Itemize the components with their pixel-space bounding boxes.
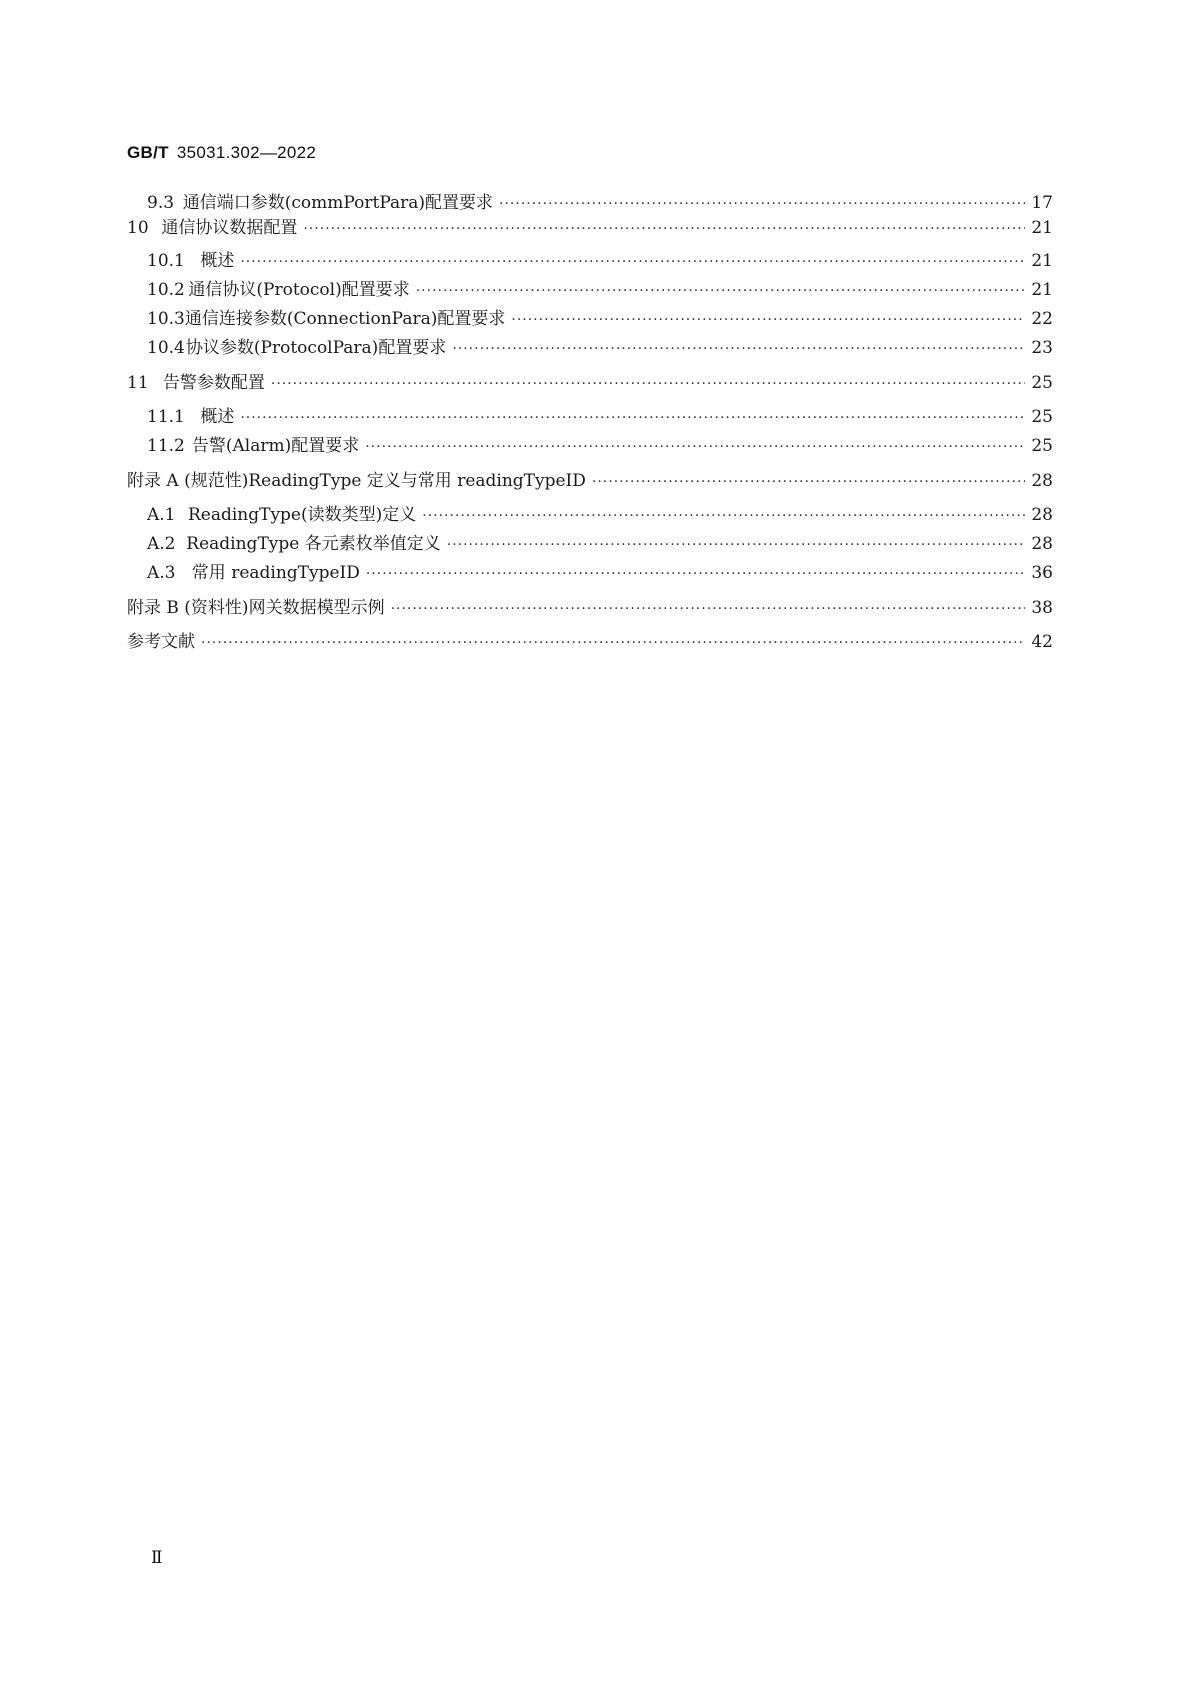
- dot-leader: [452, 336, 1025, 362]
- dot-leader: [391, 596, 1025, 622]
- toc-entry-10[interactable]: [127, 215, 1053, 241]
- toc-entry-10-3[interactable]: [127, 306, 1053, 332]
- toc-entry-title: 参考文献: [127, 632, 195, 652]
- toc-entry-page: 22: [1031, 309, 1053, 329]
- toc-entry-number: 11.2: [147, 436, 185, 456]
- dot-leader: [447, 532, 1025, 558]
- toc-entry-number: 附录 B (资料性): [127, 598, 249, 618]
- toc-entry-title: 常用 readingTypeID: [191, 563, 360, 583]
- toc-entry-title: ReadingType 各元素枚举值定义: [186, 534, 441, 554]
- toc-entry-title: ReadingType 定义与常用 readingTypeID: [248, 471, 586, 491]
- toc-entry-title: 网关数据模型示例: [248, 598, 385, 618]
- dot-leader: [592, 469, 1025, 495]
- toc-entry-page: 17: [1031, 193, 1053, 213]
- toc-entry-page: 25: [1031, 407, 1053, 427]
- toc-entry-page: 21: [1031, 280, 1053, 300]
- toc-entry-10-4[interactable]: [127, 335, 1053, 361]
- toc-entry-11-1[interactable]: [127, 404, 1053, 430]
- toc-entry-page: 23: [1031, 338, 1053, 358]
- dot-leader: [416, 278, 1025, 304]
- toc-entry-title: 概述: [200, 407, 235, 427]
- dot-leader: [511, 307, 1025, 333]
- toc-entry-appendix-a[interactable]: [127, 468, 1053, 494]
- toc-entry-11[interactable]: [127, 370, 1053, 396]
- toc-entry-page: 21: [1031, 218, 1053, 238]
- toc-entry-page: 28: [1031, 505, 1053, 525]
- toc-entry-number: 10.3: [147, 309, 185, 329]
- toc-entry-title: 通信协议数据配置: [161, 218, 298, 238]
- toc-entry-a-3[interactable]: [127, 560, 1053, 586]
- toc-entry-number: A.1: [147, 505, 176, 525]
- dot-leader: [365, 434, 1025, 460]
- toc-entry-number: A.3: [147, 563, 176, 583]
- toc-entry-page: 36: [1031, 563, 1053, 583]
- dot-leader: [422, 503, 1025, 529]
- toc-entry-10-2[interactable]: [127, 277, 1053, 303]
- toc-entry-number: 9.3: [147, 193, 175, 213]
- toc-entry-number: 10.2: [147, 280, 185, 300]
- standard-number: 35031.302—2022: [176, 143, 317, 162]
- toc-entry-title: 告警参数配置: [162, 373, 265, 393]
- dot-leader: [499, 191, 1025, 217]
- toc-entry-page: 25: [1031, 436, 1053, 456]
- toc-entry-number: 10.1: [147, 251, 185, 271]
- toc-entry-title: 告警(Alarm)配置要求: [191, 436, 360, 456]
- dot-leader: [303, 216, 1025, 242]
- toc-entry-page: 21: [1031, 251, 1053, 271]
- toc-entry-number: A.2: [147, 534, 176, 554]
- toc-entry-page: 25: [1031, 373, 1053, 393]
- toc-entry-appendix-b[interactable]: [127, 595, 1053, 621]
- toc-entry-number: 10.4: [147, 338, 185, 358]
- document-header: [127, 143, 316, 163]
- toc-entry-page: 28: [1031, 534, 1053, 554]
- toc-entry-title: 通信连接参数(ConnectionPara)配置要求: [184, 309, 506, 329]
- standard-code: GB/T: [127, 143, 169, 162]
- toc-entry-title: 概述: [200, 251, 235, 271]
- toc-entry-10-1[interactable]: [127, 248, 1053, 274]
- toc-entry-number: 11.1: [147, 407, 185, 427]
- toc-entry-page: 38: [1031, 598, 1053, 618]
- toc-entry-number: 10: [127, 218, 149, 238]
- toc-entry-title: 通信端口参数(commPortPara)配置要求: [182, 193, 494, 213]
- toc-entry-references[interactable]: [127, 629, 1053, 655]
- dot-leader: [240, 249, 1025, 275]
- dot-leader: [201, 630, 1025, 656]
- toc-entry-page: 28: [1031, 471, 1053, 491]
- toc-entry-page: 42: [1031, 632, 1053, 652]
- toc-entry-a-2[interactable]: [127, 531, 1053, 557]
- toc-entry-title: ReadingType(读数类型)定义: [187, 505, 417, 525]
- toc-entry-9-3[interactable]: [127, 190, 1053, 216]
- dot-leader: [366, 561, 1025, 587]
- toc-entry-title: 通信协议(Protocol)配置要求: [188, 280, 410, 300]
- dot-leader: [271, 371, 1025, 397]
- toc-entry-11-2[interactable]: [127, 433, 1053, 459]
- toc-entry-number: 11: [127, 373, 149, 393]
- dot-leader: [240, 405, 1025, 431]
- toc-entry-a-1[interactable]: [127, 502, 1053, 528]
- page-number: Ⅱ: [151, 1548, 163, 1568]
- toc-entry-title: 协议参数(ProtocolPara)配置要求: [185, 338, 447, 358]
- toc-entry-number: 附录 A (规范性): [127, 471, 249, 491]
